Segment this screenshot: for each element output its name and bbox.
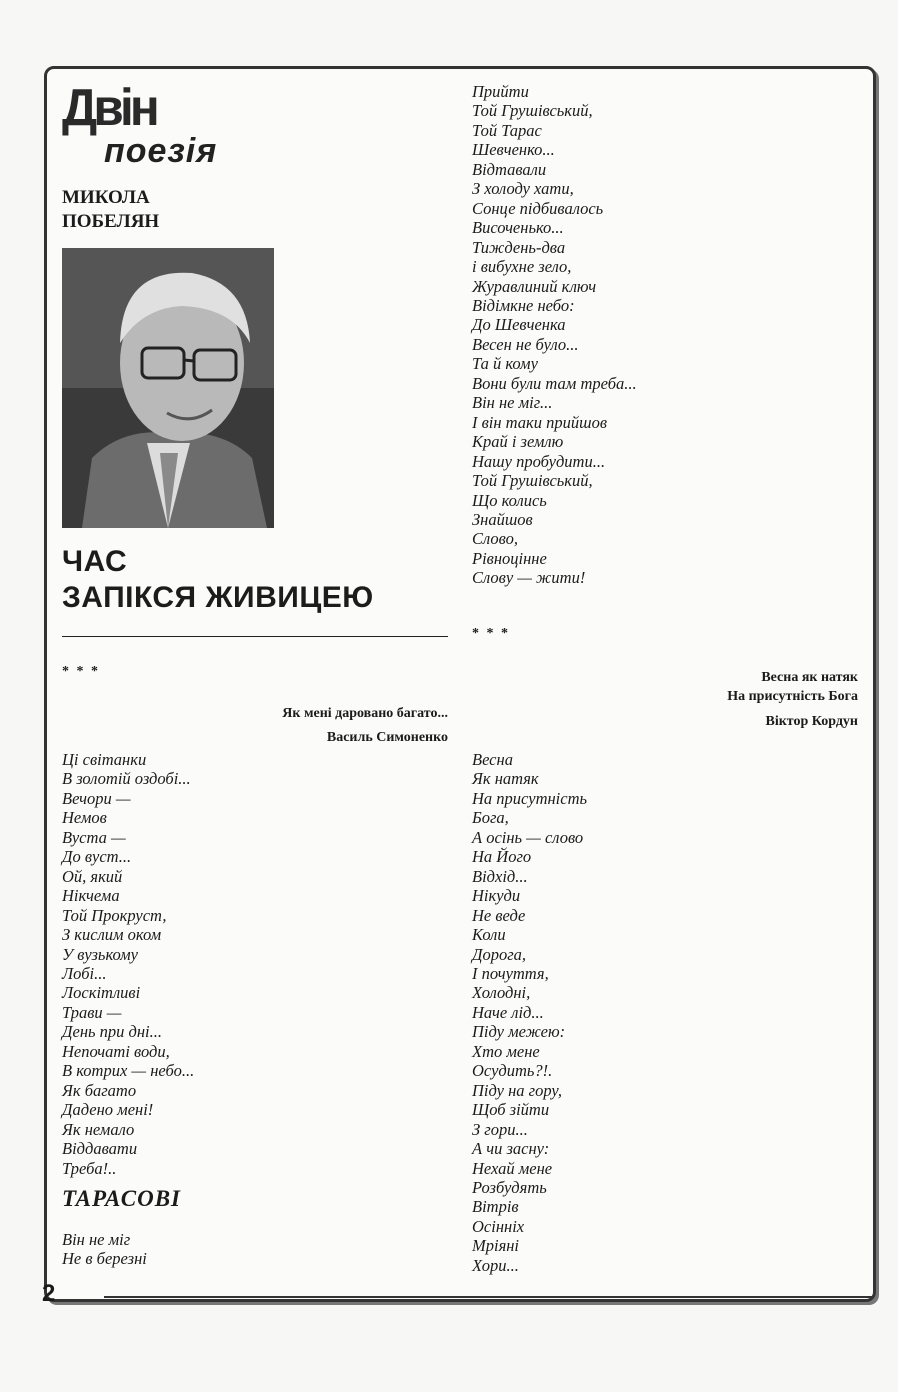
title-line-1: ЧАС: [62, 545, 128, 578]
poem-line: Весен не було...: [472, 334, 579, 354]
section-label: поезія: [104, 132, 218, 170]
poem-line: Дадено мені!: [62, 1100, 154, 1120]
title-line-2: ЗАПІКСЯ ЖИВИЦЕЮ: [62, 581, 374, 614]
author-photo: [62, 248, 274, 528]
poem-line: Журавлиний ключ: [472, 276, 597, 296]
poem-line: Він не міг...: [472, 393, 553, 413]
poem-line: Вуста —: [62, 827, 126, 847]
poem-line: Коли: [472, 925, 506, 945]
poem-line: Весна: [472, 750, 513, 769]
poem-line: Та й кому: [472, 354, 538, 374]
poem-line: В золотій оздобі...: [62, 769, 191, 789]
poem-line: І почуття,: [472, 963, 549, 983]
poem-collection-title: [62, 544, 374, 616]
poem-line: В котрих — небо...: [62, 1061, 195, 1081]
poem-line: До вуст...: [62, 847, 132, 867]
poem-line: Рівноцінне: [472, 548, 547, 568]
poem3-stars: * * *: [472, 626, 510, 641]
poem-line: Бога,: [472, 808, 509, 828]
poem-line: Той Тарас: [472, 120, 542, 140]
poem-line: З кислим оком: [62, 925, 162, 945]
poem-line: І він таки прийшов: [472, 412, 608, 432]
poem3-epigraph: [620, 668, 858, 731]
logo-wordmark: Двін: [62, 79, 156, 137]
author-first-name: МИКОЛА: [62, 187, 150, 208]
poem1-epigraph-author: Василь Симоненко: [326, 730, 448, 745]
poem-line: Знайшов: [472, 509, 533, 529]
poem-line: Піду межею:: [472, 1022, 566, 1042]
poem-line: Прийти: [472, 82, 529, 101]
poem-line: Холодні,: [472, 983, 531, 1003]
poem-line: Щоб зійти: [472, 1100, 550, 1120]
author-name: [62, 186, 159, 234]
portrait-illustration: [62, 248, 274, 528]
poem-line: Не веде: [472, 905, 526, 925]
author-last-name: ПОБЕЛЯН: [62, 211, 160, 232]
magazine-logo: [62, 80, 282, 172]
poem-line: А осінь — слово: [472, 827, 584, 847]
poem-line: Вітрів: [472, 1197, 519, 1217]
poem-line: Той Грушівський,: [472, 101, 593, 121]
poem-line: Мріяні: [472, 1236, 520, 1256]
poem-line: Як немало: [62, 1119, 135, 1139]
poem-line: Піду на гору,: [472, 1080, 562, 1100]
poem-line: Наче лід...: [472, 1002, 544, 1022]
poem-line: Вечори —: [62, 788, 131, 808]
poem-line: У вузькому: [62, 944, 139, 964]
poem-line: Відтавали: [472, 159, 547, 179]
poem-line: Ой, який: [62, 866, 123, 886]
poem3-epigraph-line-1: Весна як натяк: [761, 670, 858, 685]
poem3-text: [472, 750, 587, 1275]
poem-line: З гори...: [472, 1119, 528, 1139]
poem-line: Дорога,: [472, 944, 527, 964]
poem-line: Трави —: [62, 1002, 122, 1022]
poem-line: Той Грушівський,: [472, 471, 593, 491]
poem3-epigraph-author: Віктор Кордун: [765, 714, 858, 729]
poem-line: З холоду хати,: [472, 179, 574, 199]
poem-line: Він не міг: [62, 1230, 131, 1249]
poem-line: Хори...: [472, 1255, 519, 1275]
poem-line: Вони були там треба...: [472, 373, 637, 393]
poem-line: Як натяк: [472, 769, 539, 789]
poem-line: Слову — жити!: [472, 568, 586, 588]
poem-line: Сонце підбивалось: [472, 198, 604, 218]
poem-line: Віддавати: [62, 1139, 138, 1159]
poem-line: Лоскітливі: [62, 983, 141, 1003]
poem-line: Ці світанки: [62, 750, 147, 769]
poem-line: Шевченко...: [472, 140, 555, 160]
poem-line: Лобі...: [62, 963, 107, 983]
poem1-epigraph-text: Як мені даровано багато...: [282, 706, 448, 721]
poem-line: Нікчема: [62, 886, 120, 906]
poem-line: До Шевченка: [472, 315, 566, 335]
poem-line: Немов: [62, 808, 107, 828]
poem-line: Височенько...: [472, 218, 564, 238]
poem-line: Як багато: [62, 1080, 137, 1100]
poem1-stars: * * *: [62, 664, 100, 679]
poem-line: Осудить?!.: [472, 1061, 553, 1081]
poem-line: Треба!..: [62, 1158, 117, 1178]
page-number: 2: [42, 1280, 56, 1307]
poem-line: На Його: [472, 847, 532, 867]
poem2-title: ТАРАСОВІ: [62, 1186, 181, 1211]
poem-line: Не в березні: [62, 1249, 147, 1269]
poem-line: Розбудять: [472, 1177, 547, 1197]
poem1-epigraph: [200, 704, 448, 748]
poem-line: Непочаті води,: [62, 1041, 170, 1061]
poem3-epigraph-line-2: На присутність Бога: [727, 689, 858, 704]
poem-line: і вибухне зело,: [472, 257, 572, 277]
poem2-text-start: [62, 1230, 147, 1269]
poem-line: Нехай мене: [472, 1158, 553, 1178]
poem-line: На присутність: [472, 788, 588, 808]
poem-line: Той Прокруст,: [62, 905, 167, 925]
poem-line: Відхід...: [472, 866, 528, 886]
poem1-text: [62, 750, 194, 1178]
poem-line: Слово,: [472, 529, 518, 549]
poem-line: А чи засну:: [472, 1139, 550, 1159]
poem-line: Осінніх: [472, 1216, 525, 1236]
poem-line: Тиждень-два: [472, 237, 566, 257]
poem-line: Хто мене: [472, 1041, 540, 1061]
poem-line: День при дні...: [62, 1022, 163, 1042]
poem-line: Що колись: [472, 490, 547, 510]
title-divider: [62, 636, 448, 637]
poem-line: Край і землю: [472, 432, 564, 452]
footer-rule: [104, 1296, 874, 1298]
poem-line: Нашу пробудити...: [472, 451, 606, 471]
poem-line: Нікуди: [472, 886, 521, 906]
poem-line: Відімкне небо:: [472, 295, 575, 315]
poem2-text-continued: [472, 82, 637, 588]
